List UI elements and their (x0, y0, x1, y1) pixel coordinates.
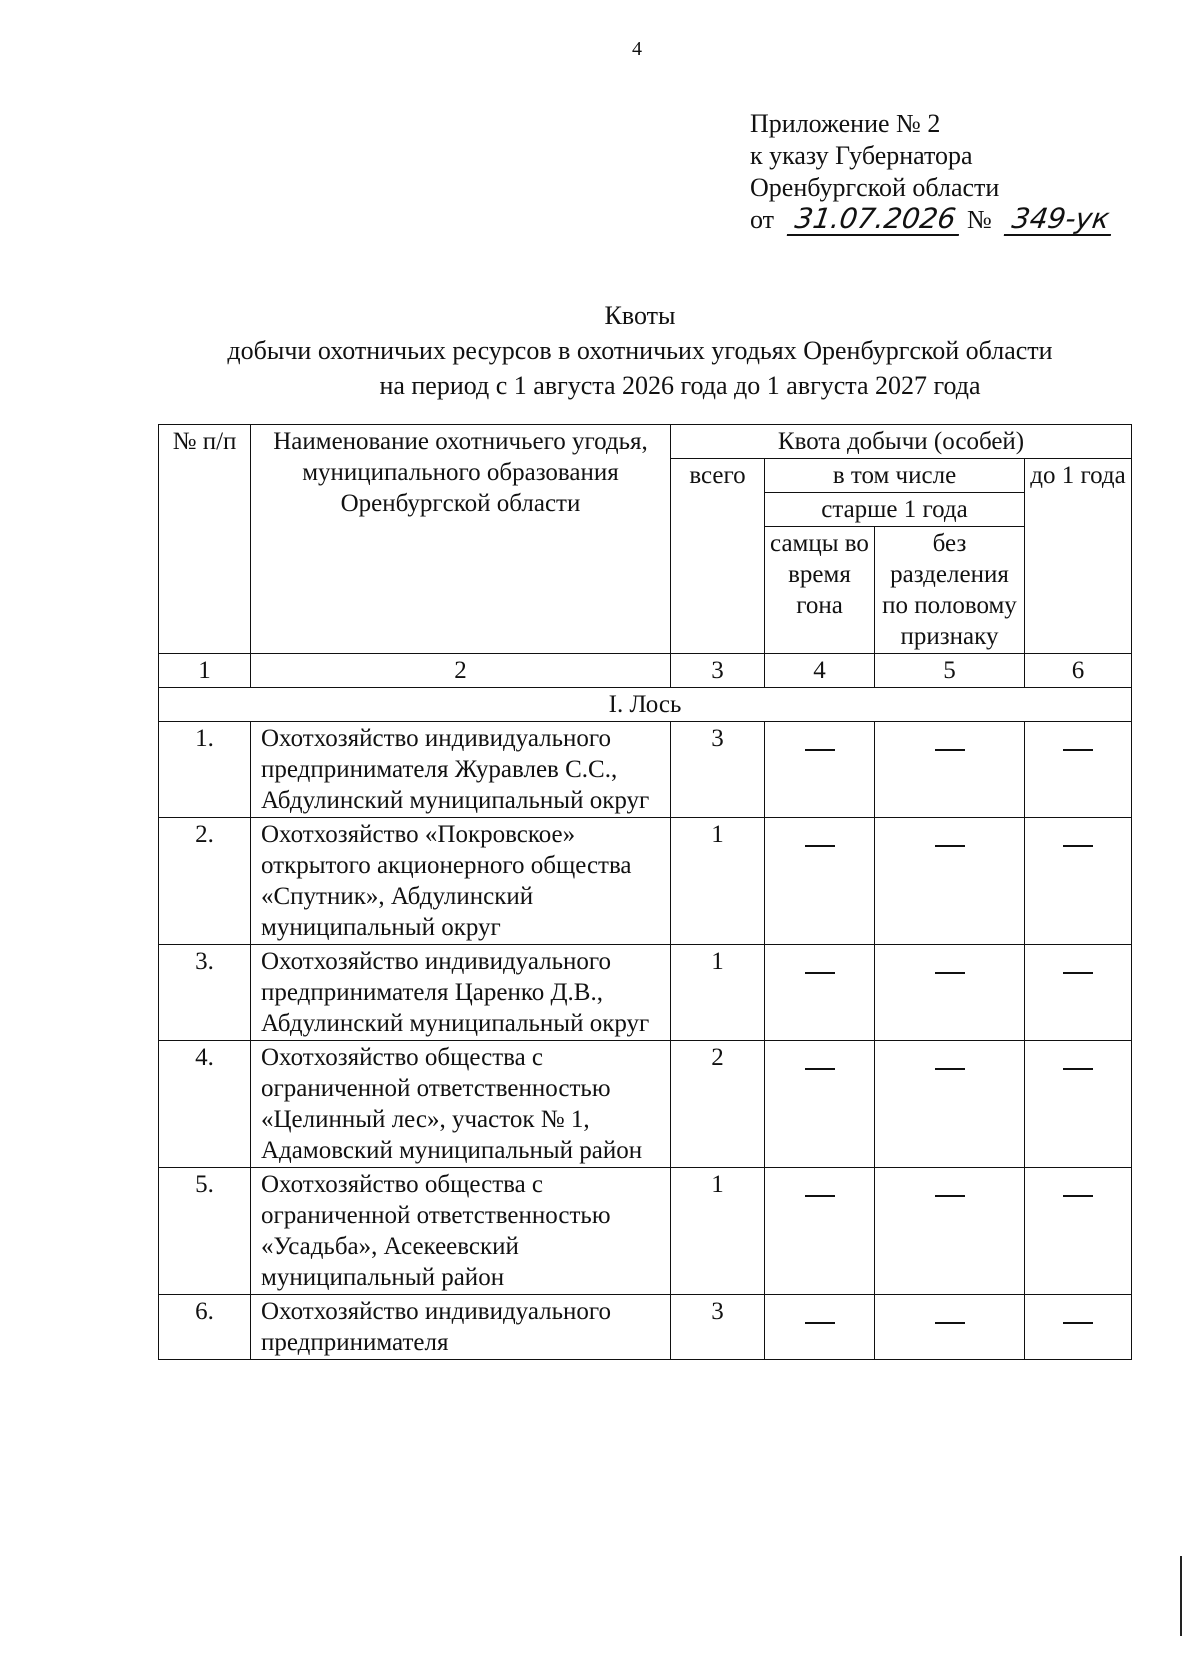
dash-mark (1063, 749, 1093, 751)
dash-mark (805, 1068, 835, 1070)
dash-cell (875, 1168, 1025, 1295)
dash-mark (805, 972, 835, 974)
dash-mark (1063, 1322, 1093, 1324)
dash-cell (1025, 818, 1132, 945)
header-no-sex: без разделения по половому признаку (875, 527, 1025, 654)
row-name: Охотхозяйство общества с ограниченной ответственностью «Целинный лес», участок № 1, Адамовский муниципальный район (251, 1041, 671, 1168)
dash-mark (805, 1322, 835, 1324)
section-title: I. Лось (159, 688, 1132, 722)
table-row (159, 722, 1132, 818)
handwritten-date: 31.07.2026 (786, 204, 962, 236)
col-number: 3 (671, 654, 765, 688)
number-label: № (967, 205, 992, 234)
row-total: 1 (671, 945, 765, 1041)
dash-mark (935, 845, 965, 847)
header-num: № п/п (159, 425, 251, 654)
row-name: Охотхозяйство индивидуального предпринимателя Журавлев С.С., Абдулинский муниципальный округ (251, 722, 671, 818)
row-num: 6. (159, 1295, 251, 1360)
row-name: Охотхозяйство «Покровское» открытого акционерного общества «Спутник», Абдулинский муниципальный округ (251, 818, 671, 945)
dash-mark (935, 1068, 965, 1070)
row-num: 1. (159, 722, 251, 818)
dash-cell (1025, 1041, 1132, 1168)
appendix-block (750, 108, 1113, 236)
scan-edge-mark (1180, 1556, 1182, 1636)
header-quota: Квота добычи (особей) (671, 425, 1132, 459)
dash-cell (765, 722, 875, 818)
row-num: 2. (159, 818, 251, 945)
table-row (159, 1295, 1132, 1360)
dash-mark (805, 749, 835, 751)
header-total: всего (671, 459, 765, 654)
dash-mark (935, 972, 965, 974)
dash-cell (1025, 722, 1132, 818)
table-row (159, 945, 1132, 1041)
dash-cell (765, 945, 875, 1041)
dash-cell (1025, 1168, 1132, 1295)
row-name: Охотхозяйство индивидуального предпринимателя Царенко Д.В., Абдулинский муниципальный округ (251, 945, 671, 1041)
quota-table (158, 424, 1132, 1360)
section-row (159, 688, 1132, 722)
header-name: Наименование охотничьего угодья, муниципального образования Оренбургской области (251, 425, 671, 654)
dash-cell (765, 1168, 875, 1295)
from-label: от (750, 205, 775, 234)
title-line-2: добычи охотничьих ресурсов в охотничьих угодьях Оренбургской области (227, 336, 1053, 365)
dash-mark (805, 845, 835, 847)
header-under-1-year: до 1 года (1025, 459, 1132, 654)
title-line-1: Квоты (604, 301, 676, 330)
col-number: 6 (1025, 654, 1132, 688)
row-num: 5. (159, 1168, 251, 1295)
table-row (159, 1041, 1132, 1168)
header-including: в том числе (765, 459, 1025, 493)
row-total: 3 (671, 1295, 765, 1360)
row-total: 2 (671, 1041, 765, 1168)
col-number: 5 (875, 654, 1025, 688)
handwritten-number: 349-ук (1004, 204, 1115, 236)
dash-mark (935, 1322, 965, 1324)
dash-cell (875, 722, 1025, 818)
page-number: 4 (632, 38, 642, 60)
dash-mark (1063, 972, 1093, 974)
header-row-1 (159, 425, 1132, 459)
header-males: самцы во время гона (765, 527, 875, 654)
dash-mark (1063, 1068, 1093, 1070)
dash-cell (1025, 945, 1132, 1041)
appendix-line-1: Приложение № 2 (750, 109, 941, 138)
table-row (159, 818, 1132, 945)
dash-cell (875, 945, 1025, 1041)
row-total: 1 (671, 818, 765, 945)
appendix-line-2: к указу Губернатора (750, 141, 973, 170)
document-title (150, 298, 1130, 403)
row-num: 3. (159, 945, 251, 1041)
dash-mark (1063, 1195, 1093, 1197)
column-number-row (159, 654, 1132, 688)
dash-mark (805, 1195, 835, 1197)
appendix-line-3: Оренбургской области (750, 173, 1000, 202)
dash-mark (935, 749, 965, 751)
dash-mark (1063, 845, 1093, 847)
dash-mark (935, 1195, 965, 1197)
row-name: Охотхозяйство общества с ограниченной ответственностью «Усадьба», Асекеевский муниципальный район (251, 1168, 671, 1295)
table-row (159, 1168, 1132, 1295)
dash-cell (875, 1295, 1025, 1360)
col-number: 1 (159, 654, 251, 688)
dash-cell (1025, 1295, 1132, 1360)
row-total: 1 (671, 1168, 765, 1295)
appendix-date-line (750, 204, 1113, 236)
header-older-1-year: старше 1 года (765, 493, 1025, 527)
col-number: 2 (251, 654, 671, 688)
dash-cell (765, 1041, 875, 1168)
row-num: 4. (159, 1041, 251, 1168)
col-number: 4 (765, 654, 875, 688)
dash-cell (875, 1041, 1025, 1168)
row-total: 3 (671, 722, 765, 818)
row-name: Охотхозяйство индивидуального предпринимателя (251, 1295, 671, 1360)
dash-cell (875, 818, 1025, 945)
dash-cell (765, 818, 875, 945)
dash-cell (765, 1295, 875, 1360)
title-line-3: на период с 1 августа 2026 года до 1 августа 2027 года (379, 371, 981, 400)
